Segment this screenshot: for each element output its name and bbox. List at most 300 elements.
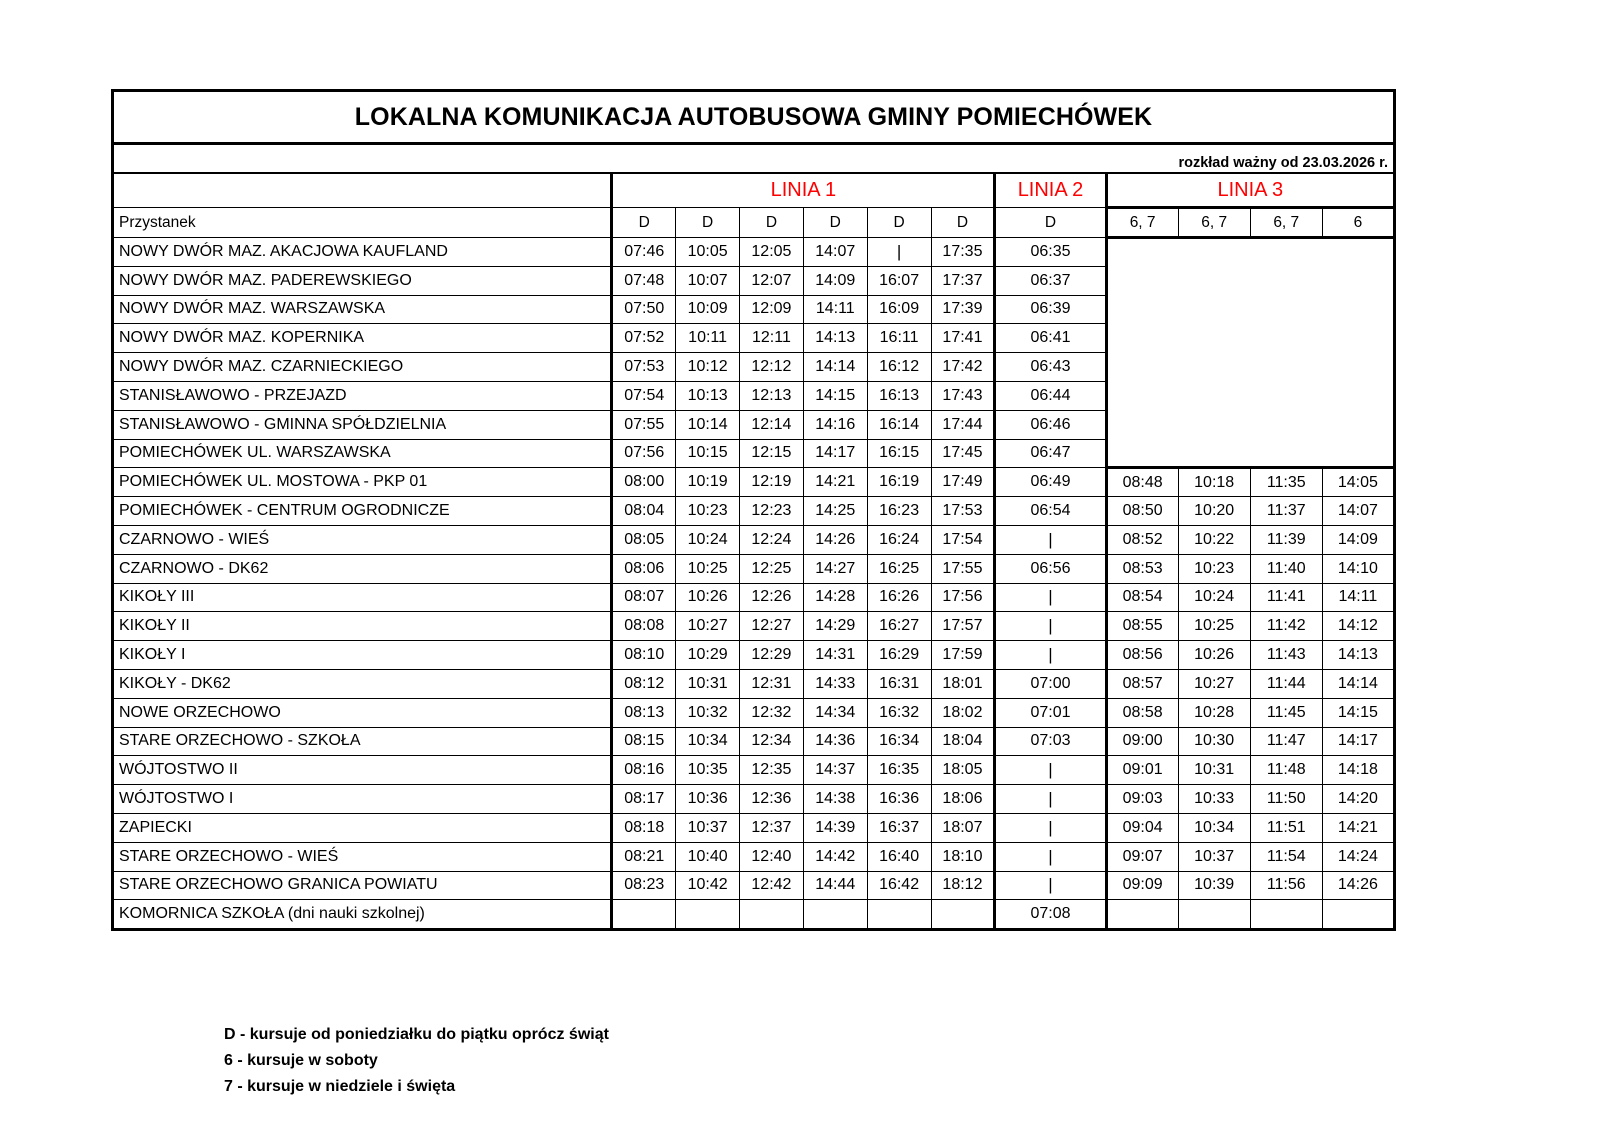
legend-line-7: 7 - kursuje w niedziele i święta [224,1078,456,1095]
time-cell-linia2: 06:35 [995,238,1106,267]
time-cell-linia1 [867,900,931,930]
day-code-l3-2: 6, 7 [1178,208,1250,238]
day-code-row [113,208,1395,238]
time-cell-linia1: 12:07 [740,266,804,295]
time-cell-linia2: 06:46 [995,410,1106,439]
time-cell-linia3: 08:52 [1106,525,1178,554]
time-cell-linia1: 12:32 [740,698,804,727]
time-cell-linia3: 14:09 [1322,525,1394,554]
time-cell-linia1: 14:15 [803,381,867,410]
time-cell-linia1: 10:25 [676,554,740,583]
day-code-l1-2: D [676,208,740,238]
time-cell-linia2: | [995,871,1106,900]
time-cell-linia3: 11:35 [1250,468,1322,497]
timetable-sheet [111,89,1396,1095]
time-cell-linia1: 12:35 [740,756,804,785]
time-cell-linia1: 17:54 [931,525,995,554]
linia3-empty-block [1106,238,1394,468]
time-cell-linia1: 08:06 [612,554,676,583]
time-cell-linia1: 16:25 [867,554,931,583]
time-cell-linia2: | [995,813,1106,842]
time-cell-linia3: 10:24 [1178,583,1250,612]
time-cell-linia1: 10:36 [676,785,740,814]
time-cell-linia1: 10:24 [676,525,740,554]
time-cell-linia1 [931,900,995,930]
line-header-linia-2: LINIA 2 [995,174,1106,208]
time-cell-linia1: 10:26 [676,583,740,612]
time-cell-linia3: 08:54 [1106,583,1178,612]
time-cell-linia3: 08:55 [1106,612,1178,641]
time-cell-linia3: 11:54 [1250,842,1322,871]
time-cell-linia1: 17:43 [931,381,995,410]
time-cell-linia1: 17:49 [931,468,995,497]
time-cell-linia3: 10:34 [1178,813,1250,842]
time-cell-linia1: 07:50 [612,295,676,324]
time-cell-linia2: | [995,583,1106,612]
time-cell-linia1: 10:32 [676,698,740,727]
time-cell-linia1: 10:34 [676,727,740,756]
stop-name-cell: STARE ORZECHOWO - SZKOŁA [113,727,612,756]
time-cell-linia3: 10:39 [1178,871,1250,900]
day-code-l2-1: D [995,208,1106,238]
time-cell-linia1: 16:07 [867,266,931,295]
table-row [113,871,1395,900]
time-cell-linia1: 10:27 [676,612,740,641]
stop-name-cell: WÓJTOSTWO II [113,756,612,785]
table-row [113,641,1395,670]
day-code-l1-1: D [612,208,676,238]
time-cell-linia1: 18:12 [931,871,995,900]
table-row [113,525,1395,554]
table-row [113,583,1395,612]
time-cell-linia1: 10:09 [676,295,740,324]
time-cell-linia3: 11:42 [1250,612,1322,641]
time-cell-linia1: 10:05 [676,238,740,267]
time-cell-linia3: 11:47 [1250,727,1322,756]
time-cell-linia1: 08:05 [612,525,676,554]
stop-name-cell: NOWE ORZECHOWO [113,698,612,727]
stop-name-cell: KIKOŁY III [113,583,612,612]
legend-line-6: 6 - kursuje w soboty [224,1052,378,1069]
time-cell-linia3 [1250,900,1322,930]
time-cell-linia3: 14:26 [1322,871,1394,900]
stop-name-cell: KIKOŁY - DK62 [113,669,612,698]
day-code-l1-4: D [803,208,867,238]
stop-name-cell: STARE ORZECHOWO GRANICA POWIATU [113,871,612,900]
time-cell-linia1: 14:11 [803,295,867,324]
time-cell-linia1: 16:37 [867,813,931,842]
time-cell-linia1: 18:01 [931,669,995,698]
line-header-spacer [113,174,612,208]
time-cell-linia3: 11:44 [1250,669,1322,698]
time-cell-linia1: 10:14 [676,410,740,439]
time-cell-linia2: | [995,525,1106,554]
time-cell-linia2: 06:44 [995,381,1106,410]
day-code-l3-1: 6, 7 [1106,208,1178,238]
table-row [113,813,1395,842]
time-cell-linia1: 08:16 [612,756,676,785]
table-row [113,727,1395,756]
stop-name-cell: STARE ORZECHOWO - WIEŚ [113,842,612,871]
time-cell-linia1: 07:55 [612,410,676,439]
time-cell-linia3: 08:50 [1106,497,1178,526]
validity-text: rozkład ważny od 23.03.2026 r. [1178,154,1388,171]
time-cell-linia3: 11:41 [1250,583,1322,612]
time-cell-linia1: 17:45 [931,439,995,468]
time-cell-linia1: 16:12 [867,353,931,382]
time-cell-linia2: 06:41 [995,324,1106,353]
day-code-l1-3: D [740,208,804,238]
stop-name-cell: KIKOŁY II [113,612,612,641]
line-header-row [113,174,1395,208]
time-cell-linia2: 07:08 [995,900,1106,930]
time-cell-linia3: 11:48 [1250,756,1322,785]
table-row [113,612,1395,641]
time-cell-linia1: 10:11 [676,324,740,353]
time-cell-linia2: 07:00 [995,669,1106,698]
time-cell-linia1: 16:15 [867,439,931,468]
time-cell-linia1: 14:17 [803,439,867,468]
timetable-header [113,174,1395,238]
time-cell-linia1 [676,900,740,930]
time-cell-linia3: 08:57 [1106,669,1178,698]
time-cell-linia1: 17:55 [931,554,995,583]
time-cell-linia3: 11:45 [1250,698,1322,727]
stop-name-cell: NOWY DWÓR MAZ. CZARNIECKIEGO [113,353,612,382]
time-cell-linia1: 12:15 [740,439,804,468]
time-cell-linia1: 12:24 [740,525,804,554]
time-cell-linia3 [1322,900,1394,930]
stop-name-cell: NOWY DWÓR MAZ. WARSZAWSKA [113,295,612,324]
time-cell-linia1: 14:25 [803,497,867,526]
time-cell-linia3: 14:15 [1322,698,1394,727]
time-cell-linia1: 16:32 [867,698,931,727]
time-cell-linia1: 16:24 [867,525,931,554]
time-cell-linia3: 08:53 [1106,554,1178,583]
time-cell-linia2: 06:47 [995,439,1106,468]
time-cell-linia1 [740,900,804,930]
time-cell-linia3: 11:43 [1250,641,1322,670]
time-cell-linia1: 07:56 [612,439,676,468]
time-cell-linia2: | [995,785,1106,814]
time-cell-linia1: 16:35 [867,756,931,785]
table-row [113,785,1395,814]
time-cell-linia3: 10:30 [1178,727,1250,756]
time-cell-linia1: 18:10 [931,842,995,871]
time-cell-linia1: 16:09 [867,295,931,324]
stop-name-cell: KOMORNICA SZKOŁA (dni nauki szkolnej) [113,900,612,930]
time-cell-linia1: 10:42 [676,871,740,900]
stop-name-cell: CZARNOWO - DK62 [113,554,612,583]
time-cell-linia3: 14:24 [1322,842,1394,871]
day-code-l1-6: D [931,208,995,238]
time-cell-linia1: 18:06 [931,785,995,814]
table-row [113,669,1395,698]
time-cell-linia1: 16:19 [867,468,931,497]
time-cell-linia3: 14:18 [1322,756,1394,785]
time-cell-linia3: 10:23 [1178,554,1250,583]
time-cell-linia1: 12:12 [740,353,804,382]
table-row [113,468,1395,497]
time-cell-linia2: | [995,756,1106,785]
time-cell-linia3: 14:17 [1322,727,1394,756]
time-cell-linia1: 17:59 [931,641,995,670]
time-cell-linia1: 16:29 [867,641,931,670]
time-cell-linia1: 14:26 [803,525,867,554]
time-cell-linia1: 14:13 [803,324,867,353]
time-cell-linia1: 08:17 [612,785,676,814]
day-code-l1-5: D [867,208,931,238]
time-cell-linia1: 10:15 [676,439,740,468]
time-cell-linia1: 10:07 [676,266,740,295]
time-cell-linia2: 07:03 [995,727,1106,756]
time-cell-linia2: 07:01 [995,698,1106,727]
time-cell-linia3: 08:48 [1106,468,1178,497]
stop-name-cell: STANISŁAWOWO - PRZEJAZD [113,381,612,410]
time-cell-linia3: 10:20 [1178,497,1250,526]
time-cell-linia1: 12:13 [740,381,804,410]
time-cell-linia3: 08:56 [1106,641,1178,670]
stop-name-cell: POMIECHÓWEK - CENTRUM OGRODNICZE [113,497,612,526]
time-cell-linia1: 16:34 [867,727,931,756]
time-cell-linia1: 08:07 [612,583,676,612]
time-cell-linia1: 18:07 [931,813,995,842]
time-cell-linia1: 12:23 [740,497,804,526]
day-code-l3-3: 6, 7 [1250,208,1322,238]
time-cell-linia3: 09:01 [1106,756,1178,785]
time-cell-linia1: 12:36 [740,785,804,814]
time-cell-linia1: 08:10 [612,641,676,670]
time-cell-linia2: 06:54 [995,497,1106,526]
stop-name-cell: NOWY DWÓR MAZ. PADEREWSKIEGO [113,266,612,295]
time-cell-linia3: 11:56 [1250,871,1322,900]
time-cell-linia1: 08:00 [612,468,676,497]
time-cell-linia1: 14:34 [803,698,867,727]
time-cell-linia3: 10:31 [1178,756,1250,785]
time-cell-linia1: 12:19 [740,468,804,497]
time-cell-linia1: 07:48 [612,266,676,295]
stop-name-cell: WÓJTOSTWO I [113,785,612,814]
time-cell-linia3: 14:12 [1322,612,1394,641]
time-cell-linia2: 06:37 [995,266,1106,295]
legend [224,1022,1024,1100]
time-cell-linia1: 17:35 [931,238,995,267]
stop-name-cell: NOWY DWÓR MAZ. AKACJOWA KAUFLAND [113,238,612,267]
time-cell-linia1: 12:14 [740,410,804,439]
time-cell-linia3: 10:28 [1178,698,1250,727]
time-cell-linia1: 12:11 [740,324,804,353]
time-cell-linia1: 16:14 [867,410,931,439]
time-cell-linia1: 12:34 [740,727,804,756]
table-row [113,698,1395,727]
time-cell-linia1: 08:23 [612,871,676,900]
time-cell-linia1 [803,900,867,930]
time-cell-linia2: | [995,641,1106,670]
validity-banner [111,145,1396,173]
time-cell-linia3: 14:10 [1322,554,1394,583]
time-cell-linia3: 14:13 [1322,641,1394,670]
time-cell-linia3: 10:27 [1178,669,1250,698]
time-cell-linia1: 12:09 [740,295,804,324]
time-cell-linia1: 08:04 [612,497,676,526]
time-cell-linia1: 14:21 [803,468,867,497]
timetable [111,173,1396,931]
time-cell-linia1: 16:31 [867,669,931,698]
time-cell-linia1: 14:31 [803,641,867,670]
time-cell-linia1: 10:23 [676,497,740,526]
time-cell-linia2: 06:49 [995,468,1106,497]
time-cell-linia2: 06:43 [995,353,1106,382]
stop-name-cell: POMIECHÓWEK UL. MOSTOWA - PKP 01 [113,468,612,497]
time-cell-linia1: 12:37 [740,813,804,842]
time-cell-linia3: 10:25 [1178,612,1250,641]
time-cell-linia1: 07:53 [612,353,676,382]
time-cell-linia1: 07:54 [612,381,676,410]
time-cell-linia1: 18:04 [931,727,995,756]
time-cell-linia3: 11:37 [1250,497,1322,526]
timetable-body [113,238,1395,930]
stop-name-cell: KIKOŁY I [113,641,612,670]
time-cell-linia3: 10:26 [1178,641,1250,670]
time-cell-linia1: 17:37 [931,266,995,295]
legend-line-d: D - kursuje od poniedziałku do piątku oprócz świąt [224,1026,609,1043]
stop-name-cell: CZARNOWO - WIEŚ [113,525,612,554]
time-cell-linia1: 16:40 [867,842,931,871]
line-header-linia-3: LINIA 3 [1106,174,1394,208]
time-cell-linia1: 16:23 [867,497,931,526]
time-cell-linia1: 17:56 [931,583,995,612]
time-cell-linia1: 14:29 [803,612,867,641]
time-cell-linia3: 08:58 [1106,698,1178,727]
time-cell-linia3: 14:20 [1322,785,1394,814]
time-cell-linia1: 14:39 [803,813,867,842]
time-cell-linia1: 08:12 [612,669,676,698]
time-cell-linia3 [1178,900,1250,930]
time-cell-linia1: 16:11 [867,324,931,353]
time-cell-linia1: 14:14 [803,353,867,382]
time-cell-linia1: 08:15 [612,727,676,756]
time-cell-linia2: 06:56 [995,554,1106,583]
time-cell-linia1: 07:52 [612,324,676,353]
time-cell-linia3: 10:33 [1178,785,1250,814]
time-cell-linia1: | [867,238,931,267]
time-cell-linia1: 14:37 [803,756,867,785]
time-cell-linia1: 14:42 [803,842,867,871]
time-cell-linia1: 08:13 [612,698,676,727]
time-cell-linia1: 12:27 [740,612,804,641]
time-cell-linia1: 18:05 [931,756,995,785]
table-row [113,900,1395,930]
time-cell-linia3 [1106,900,1178,930]
time-cell-linia3: 11:50 [1250,785,1322,814]
time-cell-linia3: 14:05 [1322,468,1394,497]
table-row [113,554,1395,583]
time-cell-linia1: 17:57 [931,612,995,641]
time-cell-linia1: 16:36 [867,785,931,814]
time-cell-linia1: 16:42 [867,871,931,900]
time-cell-linia1: 14:07 [803,238,867,267]
time-cell-linia3: 14:07 [1322,497,1394,526]
time-cell-linia1: 10:19 [676,468,740,497]
time-cell-linia3: 14:21 [1322,813,1394,842]
time-cell-linia3: 10:22 [1178,525,1250,554]
line-header-linia-1: LINIA 1 [612,174,995,208]
day-code-l3-4: 6 [1322,208,1394,238]
time-cell-linia1: 14:28 [803,583,867,612]
time-cell-linia1: 12:42 [740,871,804,900]
stop-column-header: Przystanek [113,208,612,238]
time-cell-linia3: 11:40 [1250,554,1322,583]
time-cell-linia3: 14:11 [1322,583,1394,612]
time-cell-linia1: 07:46 [612,238,676,267]
time-cell-linia1: 10:29 [676,641,740,670]
time-cell-linia1: 14:09 [803,266,867,295]
time-cell-linia1: 12:05 [740,238,804,267]
time-cell-linia1: 12:31 [740,669,804,698]
time-cell-linia1: 14:44 [803,871,867,900]
time-cell-linia1: 14:33 [803,669,867,698]
time-cell-linia1: 10:37 [676,813,740,842]
time-cell-linia1: 17:41 [931,324,995,353]
time-cell-linia1: 10:12 [676,353,740,382]
stop-name-cell: NOWY DWÓR MAZ. KOPERNIKA [113,324,612,353]
time-cell-linia1: 14:36 [803,727,867,756]
time-cell-linia3: 10:18 [1178,468,1250,497]
time-cell-linia1: 10:35 [676,756,740,785]
page-title: LOKALNA KOMUNIKACJA AUTOBUSOWA GMINY POMIECHÓWEK [354,102,1153,131]
table-row [113,497,1395,526]
time-cell-linia2: | [995,842,1106,871]
time-cell-linia1: 17:42 [931,353,995,382]
time-cell-linia1: 10:31 [676,669,740,698]
stop-name-cell: STANISŁAWOWO - GMINNA SPÓŁDZIELNIA [113,410,612,439]
time-cell-linia2: | [995,612,1106,641]
time-cell-linia3: 10:37 [1178,842,1250,871]
time-cell-linia1: 17:39 [931,295,995,324]
time-cell-linia1: 10:13 [676,381,740,410]
time-cell-linia1: 08:21 [612,842,676,871]
stop-name-cell: ZAPIECKI [113,813,612,842]
time-cell-linia1: 12:26 [740,583,804,612]
time-cell-linia1: 14:38 [803,785,867,814]
time-cell-linia3: 09:00 [1106,727,1178,756]
time-cell-linia1: 10:40 [676,842,740,871]
time-cell-linia1: 18:02 [931,698,995,727]
time-cell-linia3: 09:07 [1106,842,1178,871]
title-banner [111,89,1396,145]
time-cell-linia1: 12:25 [740,554,804,583]
time-cell-linia1: 16:27 [867,612,931,641]
table-row [113,756,1395,785]
time-cell-linia1: 17:44 [931,410,995,439]
time-cell-linia1: 08:08 [612,612,676,641]
time-cell-linia1: 12:29 [740,641,804,670]
time-cell-linia1 [612,900,676,930]
time-cell-linia3: 11:39 [1250,525,1322,554]
stop-name-cell: POMIECHÓWEK UL. WARSZAWSKA [113,439,612,468]
time-cell-linia3: 09:04 [1106,813,1178,842]
time-cell-linia1: 14:16 [803,410,867,439]
table-row [113,238,1395,267]
time-cell-linia3: 14:14 [1322,669,1394,698]
time-cell-linia3: 09:03 [1106,785,1178,814]
time-cell-linia1: 12:40 [740,842,804,871]
time-cell-linia3: 09:09 [1106,871,1178,900]
time-cell-linia2: 06:39 [995,295,1106,324]
time-cell-linia1: 14:27 [803,554,867,583]
time-cell-linia1: 08:18 [612,813,676,842]
time-cell-linia1: 16:13 [867,381,931,410]
